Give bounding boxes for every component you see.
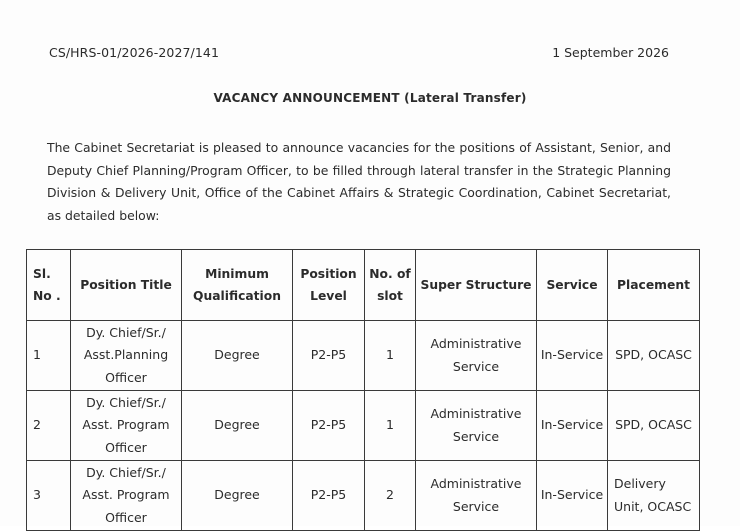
cell-position-level: P2-P5 [293,461,365,531]
header-placement: Placement [608,250,700,321]
reference-number: CS/HRS-01/2026-2027/141 [49,45,220,60]
table-header-row [27,250,700,321]
cell-sl-no: 3 [27,461,71,531]
cell-slots: 2 [365,461,416,531]
cell-sl-no: 2 [27,391,71,461]
document-title [0,91,740,105]
header-position-level: Position Level [293,250,365,321]
cell-placement: SPD, OCASC [608,321,700,391]
cell-position-title: Dy. Chief/Sr./ Asst. Program Officer [71,461,182,531]
header-position-title: Position Title [71,250,182,321]
vacancy-table [26,249,700,531]
cell-qualification: Degree [182,321,293,391]
table-row [27,461,700,531]
cell-sl-no: 1 [27,321,71,391]
cell-slots: 1 [365,321,416,391]
cell-super-structure: Administrative Service [416,321,537,391]
header-service: Service [537,250,608,321]
cell-position-level: P2-P5 [293,321,365,391]
header-super-structure: Super Structure [416,250,537,321]
table-row [27,391,700,461]
cell-position-title: Dy. Chief/Sr./ Asst. Program Officer [71,391,182,461]
cell-service: In-Service [537,391,608,461]
title-subtitle: (Lateral Transfer) [404,91,527,105]
header-qualification: Minimum Qualification [182,250,293,321]
cell-placement: Delivery Unit, OCASC [608,461,700,531]
table-row [27,321,700,391]
document-date: 1 September 2026 [552,45,669,60]
header-sl-no: Sl. No . [27,250,71,321]
cell-super-structure: Administrative Service [416,461,537,531]
cell-service: In-Service [537,461,608,531]
intro-paragraph: The Cabinet Secretariat is pleased to announce vacancies for the positions of Assistant, Senior, and Deputy Chief Planning/Program Officer, to be filled through lateral transfer in the Strategic Planning Division & Delivery Unit, Office of the Cabinet Affairs & Strategic Coordination, Cabinet Secretariat, as detailed below: [47,140,671,224]
cell-super-structure: Administrative Service [416,391,537,461]
cell-qualification: Degree [182,391,293,461]
cell-slots: 1 [365,391,416,461]
cell-qualification: Degree [182,461,293,531]
title-main: VACANCY ANNOUNCEMENT [213,91,400,105]
cell-position-level: P2-P5 [293,391,365,461]
cell-position-title: Dy. Chief/Sr./ Asst.Planning Officer [71,321,182,391]
cell-service: In-Service [537,321,608,391]
cell-placement: SPD, OCASC [608,391,700,461]
header-slots: No. of slot [365,250,416,321]
